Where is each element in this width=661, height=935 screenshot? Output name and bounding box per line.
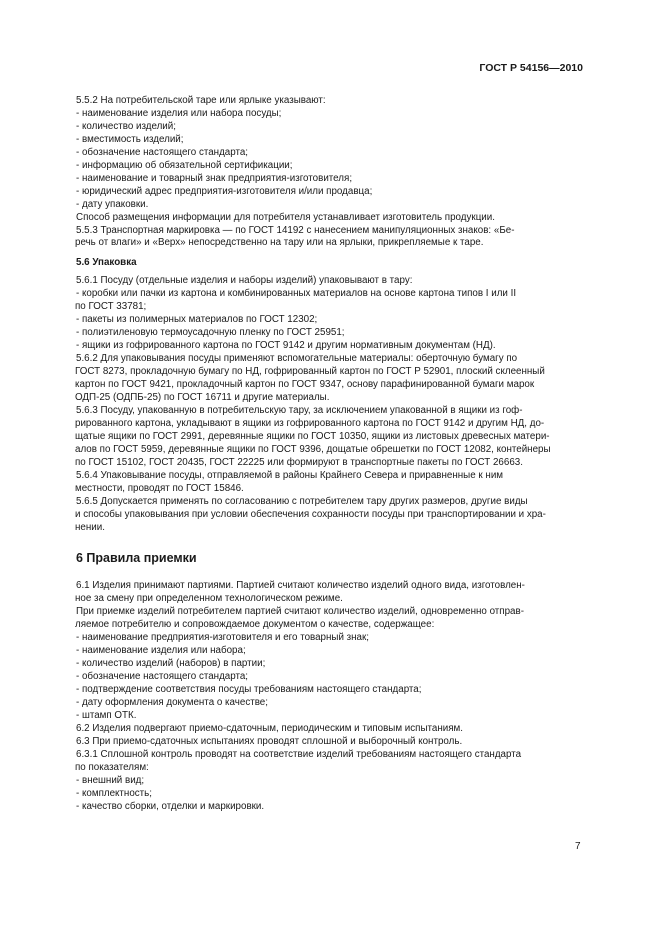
paragraph-line: 5.6.4 Упаковывание посуды, отправляемой в районы Крайнего Севера и приравненные к ним <box>76 469 504 481</box>
paragraph-line: 5.5.3 Транспортная маркировка — по ГОСТ 14192 с нанесением манипуляционных знаков: «Бе- <box>76 224 515 236</box>
list-item: - наименование изделия или набора посуды; <box>76 107 282 119</box>
page-number: 7 <box>575 841 581 852</box>
list-item: - обозначение настоящего стандарта; <box>76 671 249 683</box>
paragraph-line: по показателям: <box>75 761 149 773</box>
paragraph: 6.3 При приемо-сдаточных испытаниях проводят сплошной и выборочный контроль. <box>76 735 463 747</box>
list-item: - ящики из гофрированного картона по ГОСТ 9142 и другим нормативным документам (НД). <box>76 340 496 352</box>
paragraph-line: ляемое потребителю и сопровождаемое документом о качестве, содержащее: <box>75 619 435 631</box>
paragraph-line: 5.6.3 Посуду, упакованную в потребительскую тару, за исключением упакованной в ящики из гоф- <box>76 404 523 416</box>
paragraph-line: 6.3.1 Сплошной контроль проводят на соответствие изделий требованиям настоящего стандарта <box>76 748 522 760</box>
paragraph-line: 5.6.5 Допускается применять по согласованию с потребителем тару других размеров, другие виды <box>76 495 528 507</box>
list-item: - штамп ОТК. <box>76 709 137 721</box>
list-item: - наименование изделия или набора; <box>76 645 246 657</box>
document-header: ГОСТ Р 54156—2010 <box>479 62 583 74</box>
list-item-continued: по ГОСТ 33781; <box>75 301 147 313</box>
list-item: - полиэтиленовую термоусадочную пленку по ГОСТ 25951; <box>76 327 345 339</box>
paragraph-line: рированного картона, укладывают в ящики из гофрированного картона по ГОСТ 9142 и другим НД, до- <box>75 417 545 429</box>
list-item: - дату упаковки. <box>76 198 149 210</box>
list-item: - внешний вид; <box>76 774 145 786</box>
paragraph-line: ГОСТ 8273, прокладочную бумагу по НД, гофрированный картон по ГОСТ Р 52901, плоский склеенный <box>75 366 545 378</box>
paragraph: 5.6.1 Посуду (отдельные изделия и наборы изделий) упаковывают в тару: <box>76 275 413 287</box>
paragraph-line: нении. <box>75 521 105 533</box>
document-body <box>76 95 581 814</box>
list-item: - юридический адрес предприятия-изготовителя и/или продавца; <box>76 185 373 197</box>
chapter-heading: 6 Правила приемки <box>76 551 197 566</box>
list-item: - информацию об обязательной сертификации; <box>76 159 293 171</box>
section-heading: 5.6 Упаковка <box>76 257 137 269</box>
paragraph-line: по ГОСТ 15102, ГОСТ 20435, ГОСТ 22225 или формируют в транспортные пакеты по ГОСТ 26663. <box>75 456 523 468</box>
list-item: - наименование предприятия-изготовителя и его товарный знак; <box>76 632 370 644</box>
paragraph-line: местности, проводят по ГОСТ 15846. <box>75 482 244 494</box>
list-item: - пакеты из полимерных материалов по ГОСТ 12302; <box>76 314 318 326</box>
list-item: - коробки или пачки из картона и комбинированных материалов на основе картона типов I или II <box>76 288 517 300</box>
list-item: - наименование и товарный знак предприятия-изготовителя; <box>76 172 353 184</box>
paragraph-line: ОДП-25 (ОДПБ-25) по ГОСТ 16711 и другие материалы. <box>75 391 330 403</box>
list-item: - количество изделий; <box>76 120 176 132</box>
list-item: - количество изделий (наборов) в партии; <box>76 658 266 670</box>
paragraph-line: картон по ГОСТ 9421, прокладочный картон по ГОСТ 9347, основу парафинированной бумаги марок <box>75 379 535 391</box>
list-item: - дату оформления документа о качестве; <box>76 696 268 708</box>
paragraph-line: 5.6.2 Для упаковывания посуды применяют вспомогательные материалы: оберточную бумагу по <box>76 353 518 365</box>
paragraph-line: щатые ящики по ГОСТ 2991, деревянные ящики по ГОСТ 10350, ящики из листовых древесных матери- <box>75 430 550 442</box>
paragraph-line: 6.1 Изделия принимают партиями. Партией считают количество изделий одного вида, изготовлен- <box>76 580 525 592</box>
paragraph: 5.5.2 На потребительской таре или ярлыке указывают: <box>76 95 326 106</box>
paragraph-line: алов по ГОСТ 5959, деревянные ящики по ГОСТ 9396, дощатые обрешетки по ГОСТ 12082, контейнеры <box>75 443 551 455</box>
paragraph-line: и способы упаковывания при условии обеспечения сохранности посуды при транспортировании и хра- <box>75 508 546 520</box>
list-item: - комплектность; <box>76 787 152 799</box>
paragraph-line: ное за смену при определенном технологическом режиме. <box>75 593 343 605</box>
paragraph-line: При приемке изделий потребителем партией считают количество изделий, одновременно отправ- <box>76 606 524 618</box>
list-item: - обозначение настоящего стандарта; <box>76 146 249 158</box>
list-item: - подтверждение соответствия посуды требованиям настоящего стандарта; <box>76 684 422 696</box>
paragraph: Способ размещения информации для потребителя устанавливает изготовитель продукции. <box>76 211 495 223</box>
paragraph: 6.2 Изделия подвергают приемо-сдаточным, периодическим и типовым испытаниям. <box>76 722 463 734</box>
list-item: - качество сборки, отделки и маркировки. <box>76 800 265 812</box>
paragraph-line: речь от влаги» и «Верх» непосредственно на тару или на ярлыки, прикрепляемые к таре. <box>75 237 484 249</box>
list-item: - вместимость изделий; <box>76 133 184 145</box>
